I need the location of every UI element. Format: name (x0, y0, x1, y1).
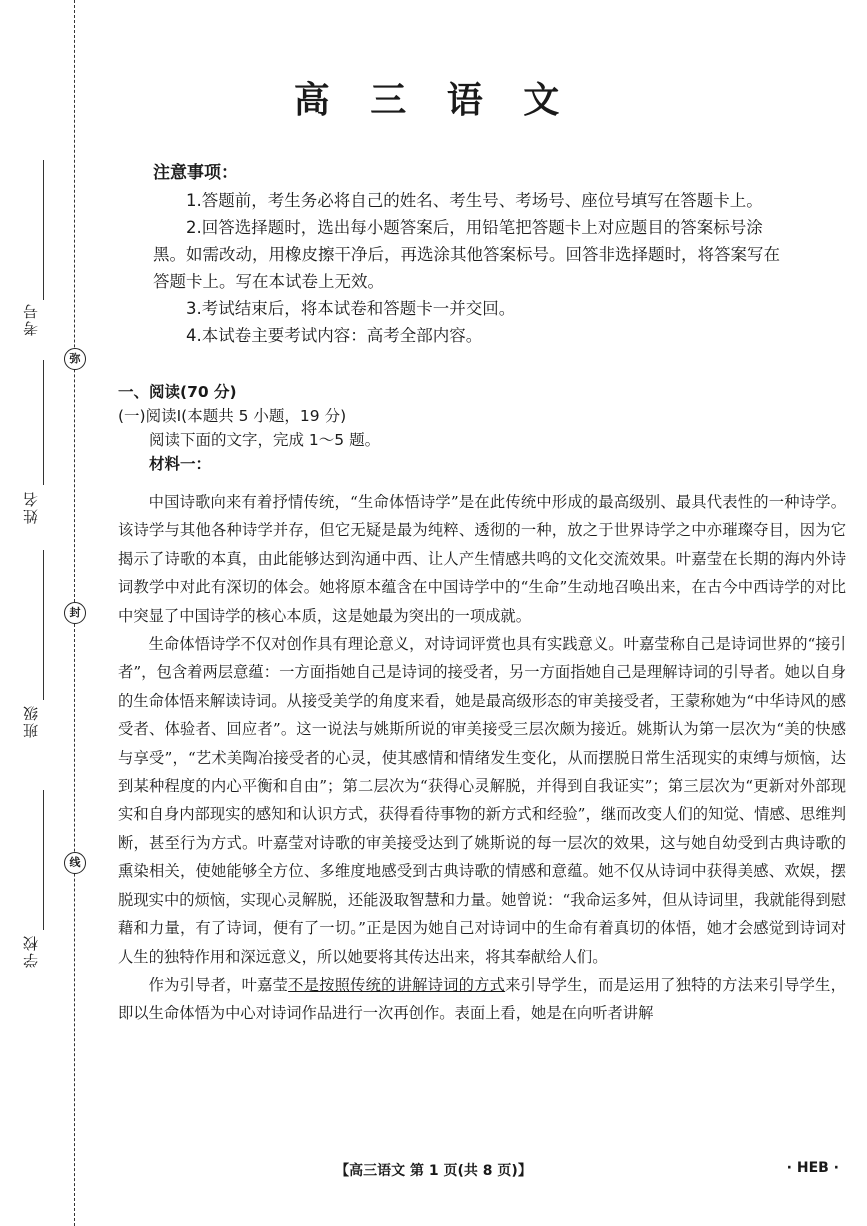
seal-mi: 弥 (64, 348, 86, 370)
underlined-phrase: 不是按照传统的讲解诗词的方式 (288, 975, 506, 994)
section-header (118, 380, 848, 476)
school-label: 学校 (22, 934, 40, 968)
passage-text: 作为引导者，叶嘉莹 (148, 975, 289, 994)
instruction-text: 阅读下面的文字，完成 1～5 题。 (149, 431, 381, 449)
name-label: 姓名 (22, 490, 40, 524)
notice-item: 3.考试结束后，将本试卷和答题卡一并交回。 (186, 299, 516, 318)
notice-item: 4.本试卷主要考试内容：高考全部内容。 (186, 326, 483, 345)
notice-heading: 注意事项： (153, 163, 238, 183)
class-rule (43, 550, 44, 700)
exam-number-rule (43, 160, 44, 300)
school-rule (43, 790, 44, 930)
seal-feng: 封 (64, 602, 86, 624)
material-label: 材料一： (149, 455, 212, 473)
section-heading: 一、阅读(70 分) (118, 383, 237, 401)
subsection-heading: (一)阅读Ⅰ(本题共 5 小题，19 分) (118, 407, 347, 425)
notice-item: 1.答题前，考生务必将自己的姓名、考生号、考场号、座位号填写在答题卡上。 (186, 191, 763, 210)
notice-item-continued: 黑。如需改动，用橡皮擦干净后，再选涂其他答案标号。回答非选择题时，将答案写在 (153, 245, 780, 264)
name-rule (43, 360, 44, 485)
passage-text: 来引导学生，而是运用了独特的方法来引导学生，即以生命体悟为中心对诗词作品进行一次再创作。表面上看，她是在向听者讲解 (118, 975, 846, 1023)
exam-number-label: 考号 (22, 302, 40, 336)
notice-item-continued: 答题卡上。写在本试卷上无效。 (153, 272, 384, 291)
notice-item: 2.回答选择题时，选出每小题答案后，用铅笔把答题卡上对应题目的答案标号涂 (186, 218, 763, 237)
passage-paragraph: 生命体悟诗学不仅对创作具有理论意义，对诗词评赏也具有实践意义。叶嘉莹称自己是诗词世界的“接引者”，包含着两层意蕴：一方面指她自己是诗词的接受者，另一方面指她自己是理解诗词的引导者。她以自身的生命体悟来解读诗词。从接受美学的角度来看，她是最高级形态的审美接受者，王蒙称她为“中华诗风的感受者、体验者、回应者”。这一说法与姚斯所说的审美接受三层次颇为接近。姚斯认为第一层次为“美的快感与享受”，“艺术美陶冶接受者的心灵，使其感情和情绪发生变化，从而摆脱日常生活现实的束缚与烦恼，达到某种程度的内心平衡和自由”；第二层次为“获得心灵解脱，并得到自我证实”；第三层次为“更新对外部现实和自身内部现实的感知和认识方式，获得看待事物的新方式和经验”，继而改变人们的知觉、情感、思维判断，甚至行为方式。叶嘉莹对诗歌的审美接受达到了姚斯说的每一层次的效果，这与她自幼受到古典诗歌的熏染相关，使她能够全方位、多维度地感受到古典诗歌的情感和意蕴。她不仅从诗词中获得美感、欢娱，摆脱现实中的烦恼，实现心灵解脱，还能汲取智慧和力量。她曾说：“我命运多舛，但从诗词里，我就能得到慰藉和力量，有了诗词，便有了一切。”正是因为她自己对诗词中的生命有着真切的体悟，她才会感觉到诗词对人生的独特作用和深远意义，所以她要将其传达出来，将其奉献给人们。 (118, 635, 846, 966)
paper-code: · HEB · (786, 1160, 839, 1176)
notice-block (153, 160, 813, 349)
page-title: 高 三 语 文 (293, 80, 574, 121)
passage-paragraph: 中国诗歌向来有着抒情传统，“生命体悟诗学”是在此传统中形成的最高级别、最具代表性的一种诗学。该诗学与其他各种诗学并存，但它无疑是最为纯粹、透彻的一种，放之于世界诗学之中亦璀璨夺目，因为它揭示了诗歌的本真，由此能够达到沟通中西、让人产生情感共鸣的文化交流效果。叶嘉莹在长期的海内外诗词教学中对此有深切的体会。她将原本蕴含在中国诗学中的“生命”生动地召唤出来，在古今中西诗学的对比中突显了中国诗学的核心本质，这是她最为突出的一项成就。 (118, 493, 846, 625)
reading-passage (118, 488, 846, 1028)
page-number: 【高三语文 第 1 页(共 8 页)】 (335, 1163, 532, 1179)
seal-xian: 线 (64, 852, 86, 874)
passage-paragraph (118, 971, 846, 1028)
class-label: 班级 (22, 704, 40, 738)
